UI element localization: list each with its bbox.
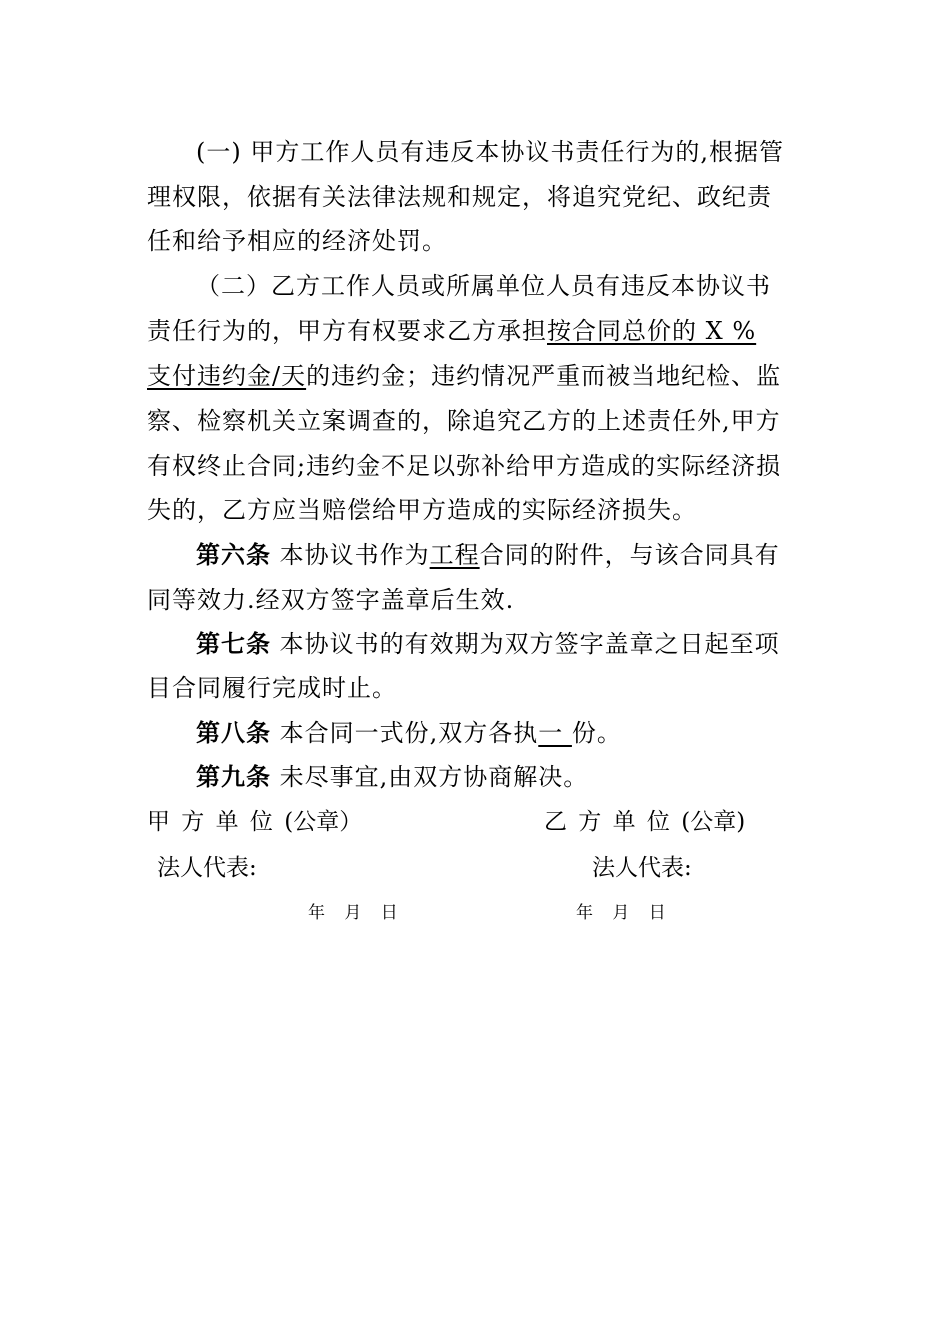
article-nine-heading: 第九条 xyxy=(196,762,271,791)
clause-one-line-3: 任和给予相应的经济处罚。 xyxy=(147,227,447,255)
project-name-field: 工程 xyxy=(429,541,480,569)
article-seven-heading: 第七条 xyxy=(196,629,271,658)
article-eight-heading: 第八条 xyxy=(196,718,271,747)
article-eight-line xyxy=(196,718,856,748)
party-b-representative-label: 法人代表: xyxy=(592,855,692,881)
article-six-text: 合同的附件，与该合同具有 xyxy=(479,541,780,569)
article-six-line-1 xyxy=(196,540,856,570)
party-b-date: 年 月 日 xyxy=(576,903,666,923)
article-nine-line xyxy=(196,762,856,792)
party-b-seal-label: 乙 方 单 位 (公章) xyxy=(544,809,746,835)
article-six-text: 本协议书作为 xyxy=(271,541,430,569)
article-seven-text: 本协议书的有效期为双方签字盖章之日起至项 xyxy=(271,630,780,658)
clause-two-line-5: 有权终止合同;违约金不足以弥补给甲方造成的实际经济损 xyxy=(147,452,782,480)
clause-two-line-2 xyxy=(147,316,807,346)
party-a-date: 年 月 日 xyxy=(308,903,398,923)
clause-one-line-2: 理权限，依据有关法律法规和规定，将追究党纪、政纪责 xyxy=(147,183,772,211)
penalty-unit-field: 支付违约金/天 xyxy=(147,362,307,390)
article-six-line-2: 同等效力.经双方签字盖章后生效. xyxy=(147,586,515,614)
article-seven-line-1 xyxy=(196,629,856,659)
clause-two-line-3 xyxy=(147,361,807,391)
party-a-representative-label: 法人代表: xyxy=(157,855,257,881)
clause-two-line-6: 失的，乙方应当赔偿给甲方造成的实际经济损失。 xyxy=(147,496,697,524)
article-seven-line-2: 目合同履行完成时止。 xyxy=(147,674,397,702)
article-nine-text: 未尽事宜,由双方协商解决。 xyxy=(271,763,589,791)
clause-one-line-1: (一) 甲方工作人员有违反本协议书责任行为的,根据管 xyxy=(196,138,784,166)
copies-count-field: 一 xyxy=(538,719,572,747)
party-a-seal-label: 甲 方 单 位 (公章） xyxy=(147,809,363,835)
article-eight-text: 份。 xyxy=(571,719,622,747)
clause-two-text: 责任行为的，甲方有权要求乙方承担 xyxy=(147,317,547,345)
penalty-rate-field: 按合同总价的 X % xyxy=(547,317,757,345)
article-eight-text: 本合同一式份,双方各执 xyxy=(271,719,539,747)
clause-two-text: 的违约金；违约情况严重而被当地纪检、监 xyxy=(306,362,782,390)
article-six-heading: 第六条 xyxy=(196,540,271,569)
clause-two-line-1: （二）乙方工作人员或所属单位人员有违反本协议书 xyxy=(196,272,771,300)
clause-two-line-4: 察、检察机关立案调查的，除追究乙方的上述责任外,甲方 xyxy=(147,407,781,435)
